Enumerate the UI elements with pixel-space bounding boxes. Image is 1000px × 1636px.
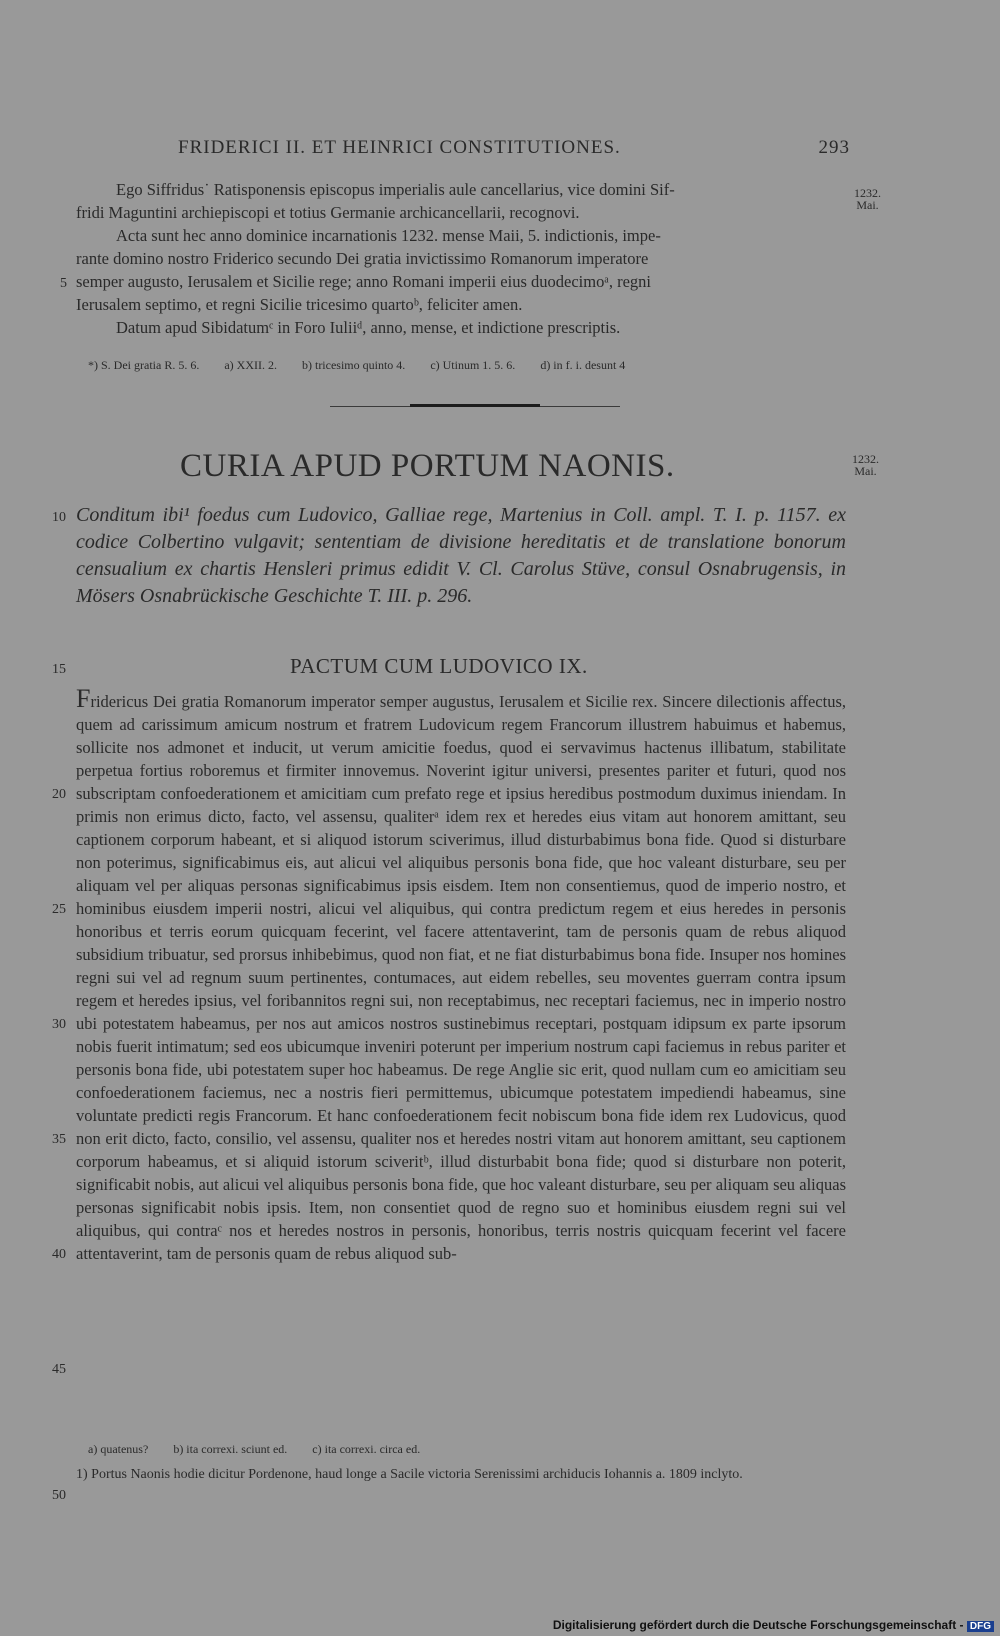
line-number: 40: [52, 1247, 66, 1262]
digitization-footer: [553, 1618, 994, 1632]
line-number: 20: [52, 787, 66, 802]
document-heading: PACTUM CUM LUDOVICO IX.: [290, 654, 588, 678]
intro-paragraph: Conditum ibi¹ foedus cum Ludovico, Galliae rege, Martenius in Coll. ampl. T. I. p. 1157. ex codice Colbertino vulgavit; sententiam de divisione hereditatis et de translatione bonorum censualium ex chartis Hensleri primus edidit V. Cl. Carolus Stüve, consul Osnabrugensis, in Mösers Osnabrückische Geschichte T. III. p. 296.: [76, 504, 846, 607]
line-number: 10: [52, 510, 66, 525]
top-line: Ierusalem septimo, et regni Sicilie tricesimo quartoᵇ, feliciter amen.: [76, 295, 523, 314]
margin-month: Mai.: [854, 464, 877, 478]
margin-year: 1232.: [854, 186, 881, 200]
section-heading: CURIA APUD PORTUM NAONIS.: [180, 448, 675, 484]
margin-month: Mai.: [856, 198, 879, 212]
line-number: 50: [52, 1488, 66, 1503]
body-footnotes: [88, 1440, 848, 1458]
drop-capital: F: [76, 684, 91, 713]
top-block: [76, 178, 846, 339]
margin-year: 1232.: [852, 452, 879, 466]
footnote: b) ita correxi. sciunt ed.: [173, 1442, 288, 1456]
footnote: a) XXII. 2.: [224, 358, 277, 372]
body-text: [76, 684, 846, 1265]
footnote: a) quatenus?: [88, 1442, 149, 1456]
line-number: 5: [60, 276, 67, 291]
dfg-logo: DFG: [967, 1621, 994, 1632]
top-line: semper augusto, Ierusalem et Sicilie rege; anno Romani imperii eius duodecimoᵃ, regni: [76, 272, 651, 291]
margin-date-top: [854, 187, 881, 211]
footnote: b) tricesimo quinto 4.: [301, 358, 406, 372]
line-number: 45: [52, 1362, 66, 1377]
page-number: 293: [818, 137, 850, 158]
body-paragraph: ridericus Dei gratia Romanorum imperator semper augustus, Ierusalem et Sicilie rex. Sincere dilectionis affectus, quem ad carissimum amicum nostrum et fratrem Ludovicum regem Francorum illustrem habuimus et habemus, sollicite nos admonet et inducit, ut verum amicitie foedus, quod ei servavimus hactenus illibatum, stabilitate perpetua fortius roboremus et firmiter innovemus. Noverint igitur universi, presentes pariter et futuri, quod nos subscriptam confoederationem et amicitiam cum prefato rege et ipsius heredibus postmodum duximus iniendam. In primis non erimus dicto, facto, vel assensu, qualiterᵃ idem rex et heredes eius vitam aut honorem amittant, seu captionem corporum habeant, et si aliquod istorum sciverimus, illud disturbabimus bona fide. Quod si disturbare non poterimus, significabimus eis, aut alicui vel aliquibus personis bona fide, que hoc valeant disturbare, seu per aliquam vel per aliquas personas significabimus ipsis eisdem. Item non consentiemus, quod de imperio nostro, et hominibus eiusdem imperii nostri, alicui vel aliquibus, qui contra predictum regem et eius heredes in personis honoribus et terris eorum quicquam fecerint, vel facere attentaverint, tam de personis quam de rebus aliquod subsidium tribuatur, sed prorsus inhibebimus, quod non fiat, et ne fiat disturbabimus bona fide. Insuper nos homines regni sui vel ad regnum suum pertinentes, contumaces, aut eidem rebelles, seu moventes guerram contra ipsum regem et heredes ipsius, vel foribannitos regni sui, non receptabimus, nec receptari faciemus, nec in imperio nostro ubi potestatem habeamus, per nos aut amicos nostros sustinebimus receptari, postquam idipsum ex parte ipsorum nobis fuerit intimatum; sed eos ubicumque inveniri poterunt per imperium nostrum capi faciemus in rebus pariter et personis bona fide, ubi potestatem super hoc habeamus. De rege Anglie sic erit, quod nullam cum eo amicitiam seu confoederationem faciemus, nec a nostris fieri permittemus, ubicumque potestatem impediendi habeamus, sine voluntate predicti regis Francorum. Et hanc confoederationem fecit nobiscum bona fide idem rex Ludovicus, quod non erit dicto, facto, consilio, vel assensu, qualiter nos et heredes nostri vitam aut honorem amittant, seu captionem corporum habeamus, et si aliquid istorum sciveritᵇ, illud disturbabit bona fide; quod si disturbare non poterit, significabit nobis, aut alicui vel aliquibus personis bona fide, que hoc valeant disturbare, seu per aliquam seu aliquas personas significabit nobis ipsis. Item, non consentiet quod de regno suo et hominibus eiusdem regni sui vel aliquibus, qui contraᶜ nos et heredes nostros in personis, honoribus, terris nostris quicquam fecerint vel facere attentaverint, tam de personis quam de rebus aliquod sub-: [76, 692, 846, 1263]
footer-text: Digitalisierung gefördert durch die Deutsche Forschungsgemeinschaft -: [552, 1618, 964, 1632]
top-line: fridi Maguntini archiepiscopi et totius Germanie archicancellarii, recognovi.: [76, 203, 580, 222]
line-number: 35: [52, 1132, 66, 1147]
running-title: FRIDERICI II. ET HEINRICI CONSTITUTIONES.: [178, 137, 621, 158]
footnote: c) Utinum 1. 5. 6.: [430, 358, 516, 372]
margin-date-second: [852, 453, 879, 477]
top-line: Acta sunt hec anno dominice incarnationis 1232. mense Maii, 5. indictionis, impe-: [116, 226, 661, 245]
top-line: rante domino nostro Friderico secundo Dei gratia invictissimo Romanorum imperatore: [76, 249, 649, 268]
section-divider: [330, 404, 620, 408]
top-line: Ego Siffridus˙ Ratisponensis episcopus imperialis aule cancellarius, vice domini Sif-: [116, 180, 675, 199]
top-footnotes: [88, 356, 848, 374]
line-number: 25: [52, 902, 66, 917]
line-number: 15: [52, 662, 66, 677]
divider-thick: [410, 404, 540, 407]
footnote: c) ita correxi. circa ed.: [312, 1442, 421, 1456]
line-number: 30: [52, 1017, 66, 1032]
footnote-1: 1) Portus Naonis hodie dicitur Pordenone, haud longe a Sacile victoria Serenissimi archiducis Iohannis a. 1809 inclyto.: [76, 1467, 743, 1482]
footnote: *) S. Dei gratia R. 5. 6.: [88, 358, 200, 372]
footnote: d) in f. i. desunt 4: [540, 358, 626, 372]
top-line: Datum apud Sibidatumᶜ in Foro Iuliiᵈ, anno, mense, et indictione prescriptis.: [116, 318, 621, 337]
